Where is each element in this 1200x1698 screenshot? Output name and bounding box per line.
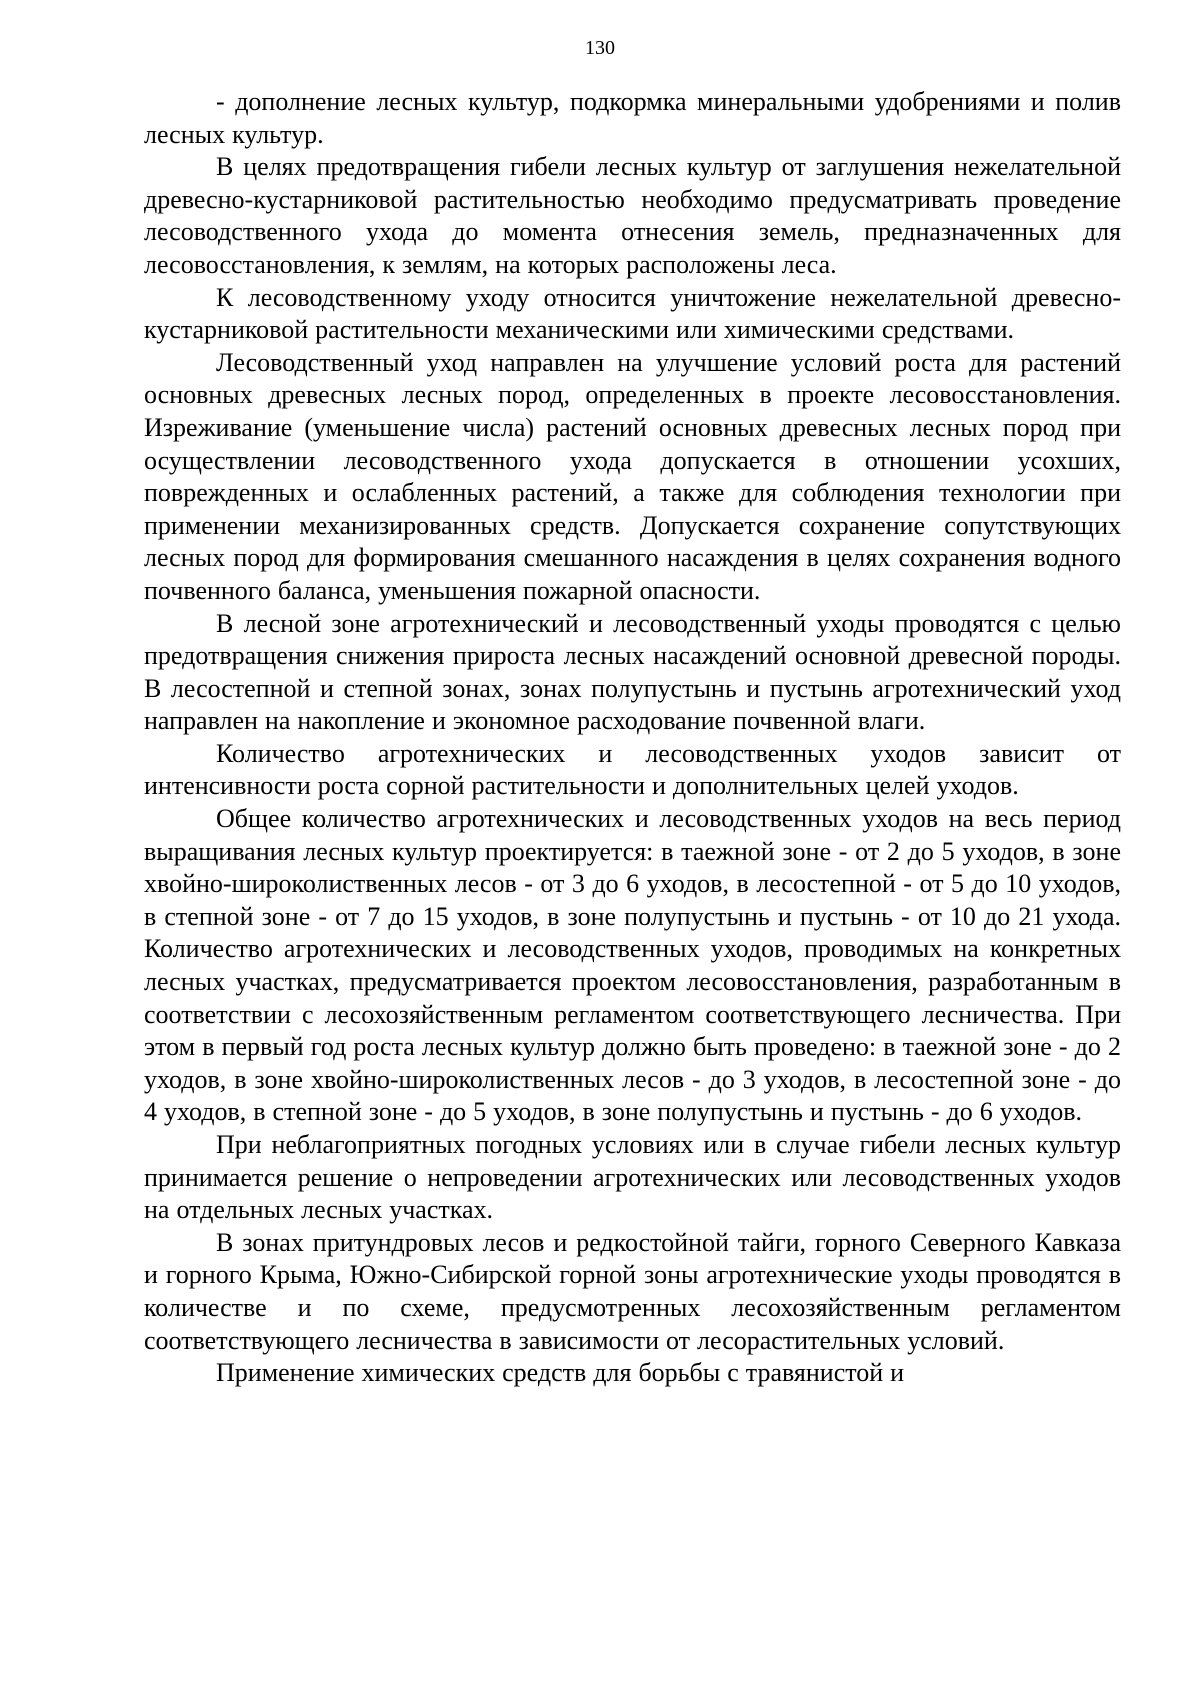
page-number: 130 [585, 37, 615, 59]
paragraph-7: Общее количество агротехнических и лесоводственных уходов на весь период выращивания лесных культур проектируется: в таежной зоне - от 2 до 5 уходов, в зоне хвойно-широколиственных лесов - от 3 до 6 уходов, в лесостепной - от 5 до 10 уходов, в степной зоне - от 7 до 15 уходов, в зоне полупустынь и пустынь - от 10 до 21 ухода. Количество агротехнических и лесоводственных уходов, проводимых на конкретных лесных участках, предусматривается проектом лесовосстановления, разработанным в соответствии с лесохозяйственным регламентом соответствующего лесничества. При этом в первый год роста лесных культур должно быть проведено: в таежной зоне - до 2 уходов, в зоне хвойно-широколиственных лесов - до 3 уходов, в лесостепной зоне - до 4 уходов, в степной зоне - до 5 уходов, в зоне полупустынь и пустынь - до 6 уходов. [144, 804, 1121, 1127]
paragraph-6: Количество агротехнических и лесоводственных уходов зависит от интенсивности роста сорной растительности и дополнительных целей уходов. [144, 738, 1121, 801]
paragraph-2: В целях предотвращения гибели лесных культур от заглушения нежелательной древесно-кустарниковой растительностью необходимо предусматривать проведение лесоводственного ухода до момента отнесения земель, предназначенных для лесовосстановления, к землям, на которых расположены леса. [144, 152, 1121, 279]
paragraph-3: К лесоводственному уходу относится уничтожение нежелательной древесно-кустарниковой растительности механическими или химическими средствами. [144, 282, 1121, 345]
paragraph-8: При неблагоприятных погодных условиях или в случае гибели лесных культур принимается решение о непроведении агротехнических или лесоводственных уходов на отдельных лесных участках. [144, 1130, 1121, 1225]
document-body [144, 86, 1121, 1390]
paragraph-1: - дополнение лесных культур, подкормка минеральными удобрениями и полив лесных культур. [144, 87, 1121, 149]
paragraph-9: В зонах притундровых лесов и редкостойной тайги, горного Северного Кавказа и горного Крыма, Южно-Сибирской горной зоны агротехнические уходы проводятся в количестве и по схеме, предусмотренных лесохозяйственным регламентом соответствующего лесничества в зависимости от лесорастительных условий. [144, 1227, 1121, 1355]
paragraph-10: Применение химических средств для борьбы с травянистой и [216, 1358, 905, 1388]
paragraph-5: В лесной зоне агротехнический и лесоводственный уходы проводятся с целью предотвращения снижения прироста лесных насаждений основной древесной породы. В лесостепной и степной зонах, зонах полупустынь и пустынь агротехнический уход направлен на накопление и экономное расходование почвенной влаги. [144, 608, 1121, 736]
paragraph-4: Лесоводственный уход направлен на улучшение условий роста для растений основных древесных лесных пород, определенных в проекте лесовосстановления. Изреживание (уменьшение числа) растений основных древесных лесных пород при осуществлении лесоводственного ухода допускается в отношении усохших, поврежденных и ослабленных растений, а также для соблюдения технологии при применении механизированных средств. Допускается сохранение сопутствующих лесных пород для формирования смешанного насаждения в целях сохранения водного почвенного баланса, уменьшения пожарной опасности. [144, 347, 1121, 605]
